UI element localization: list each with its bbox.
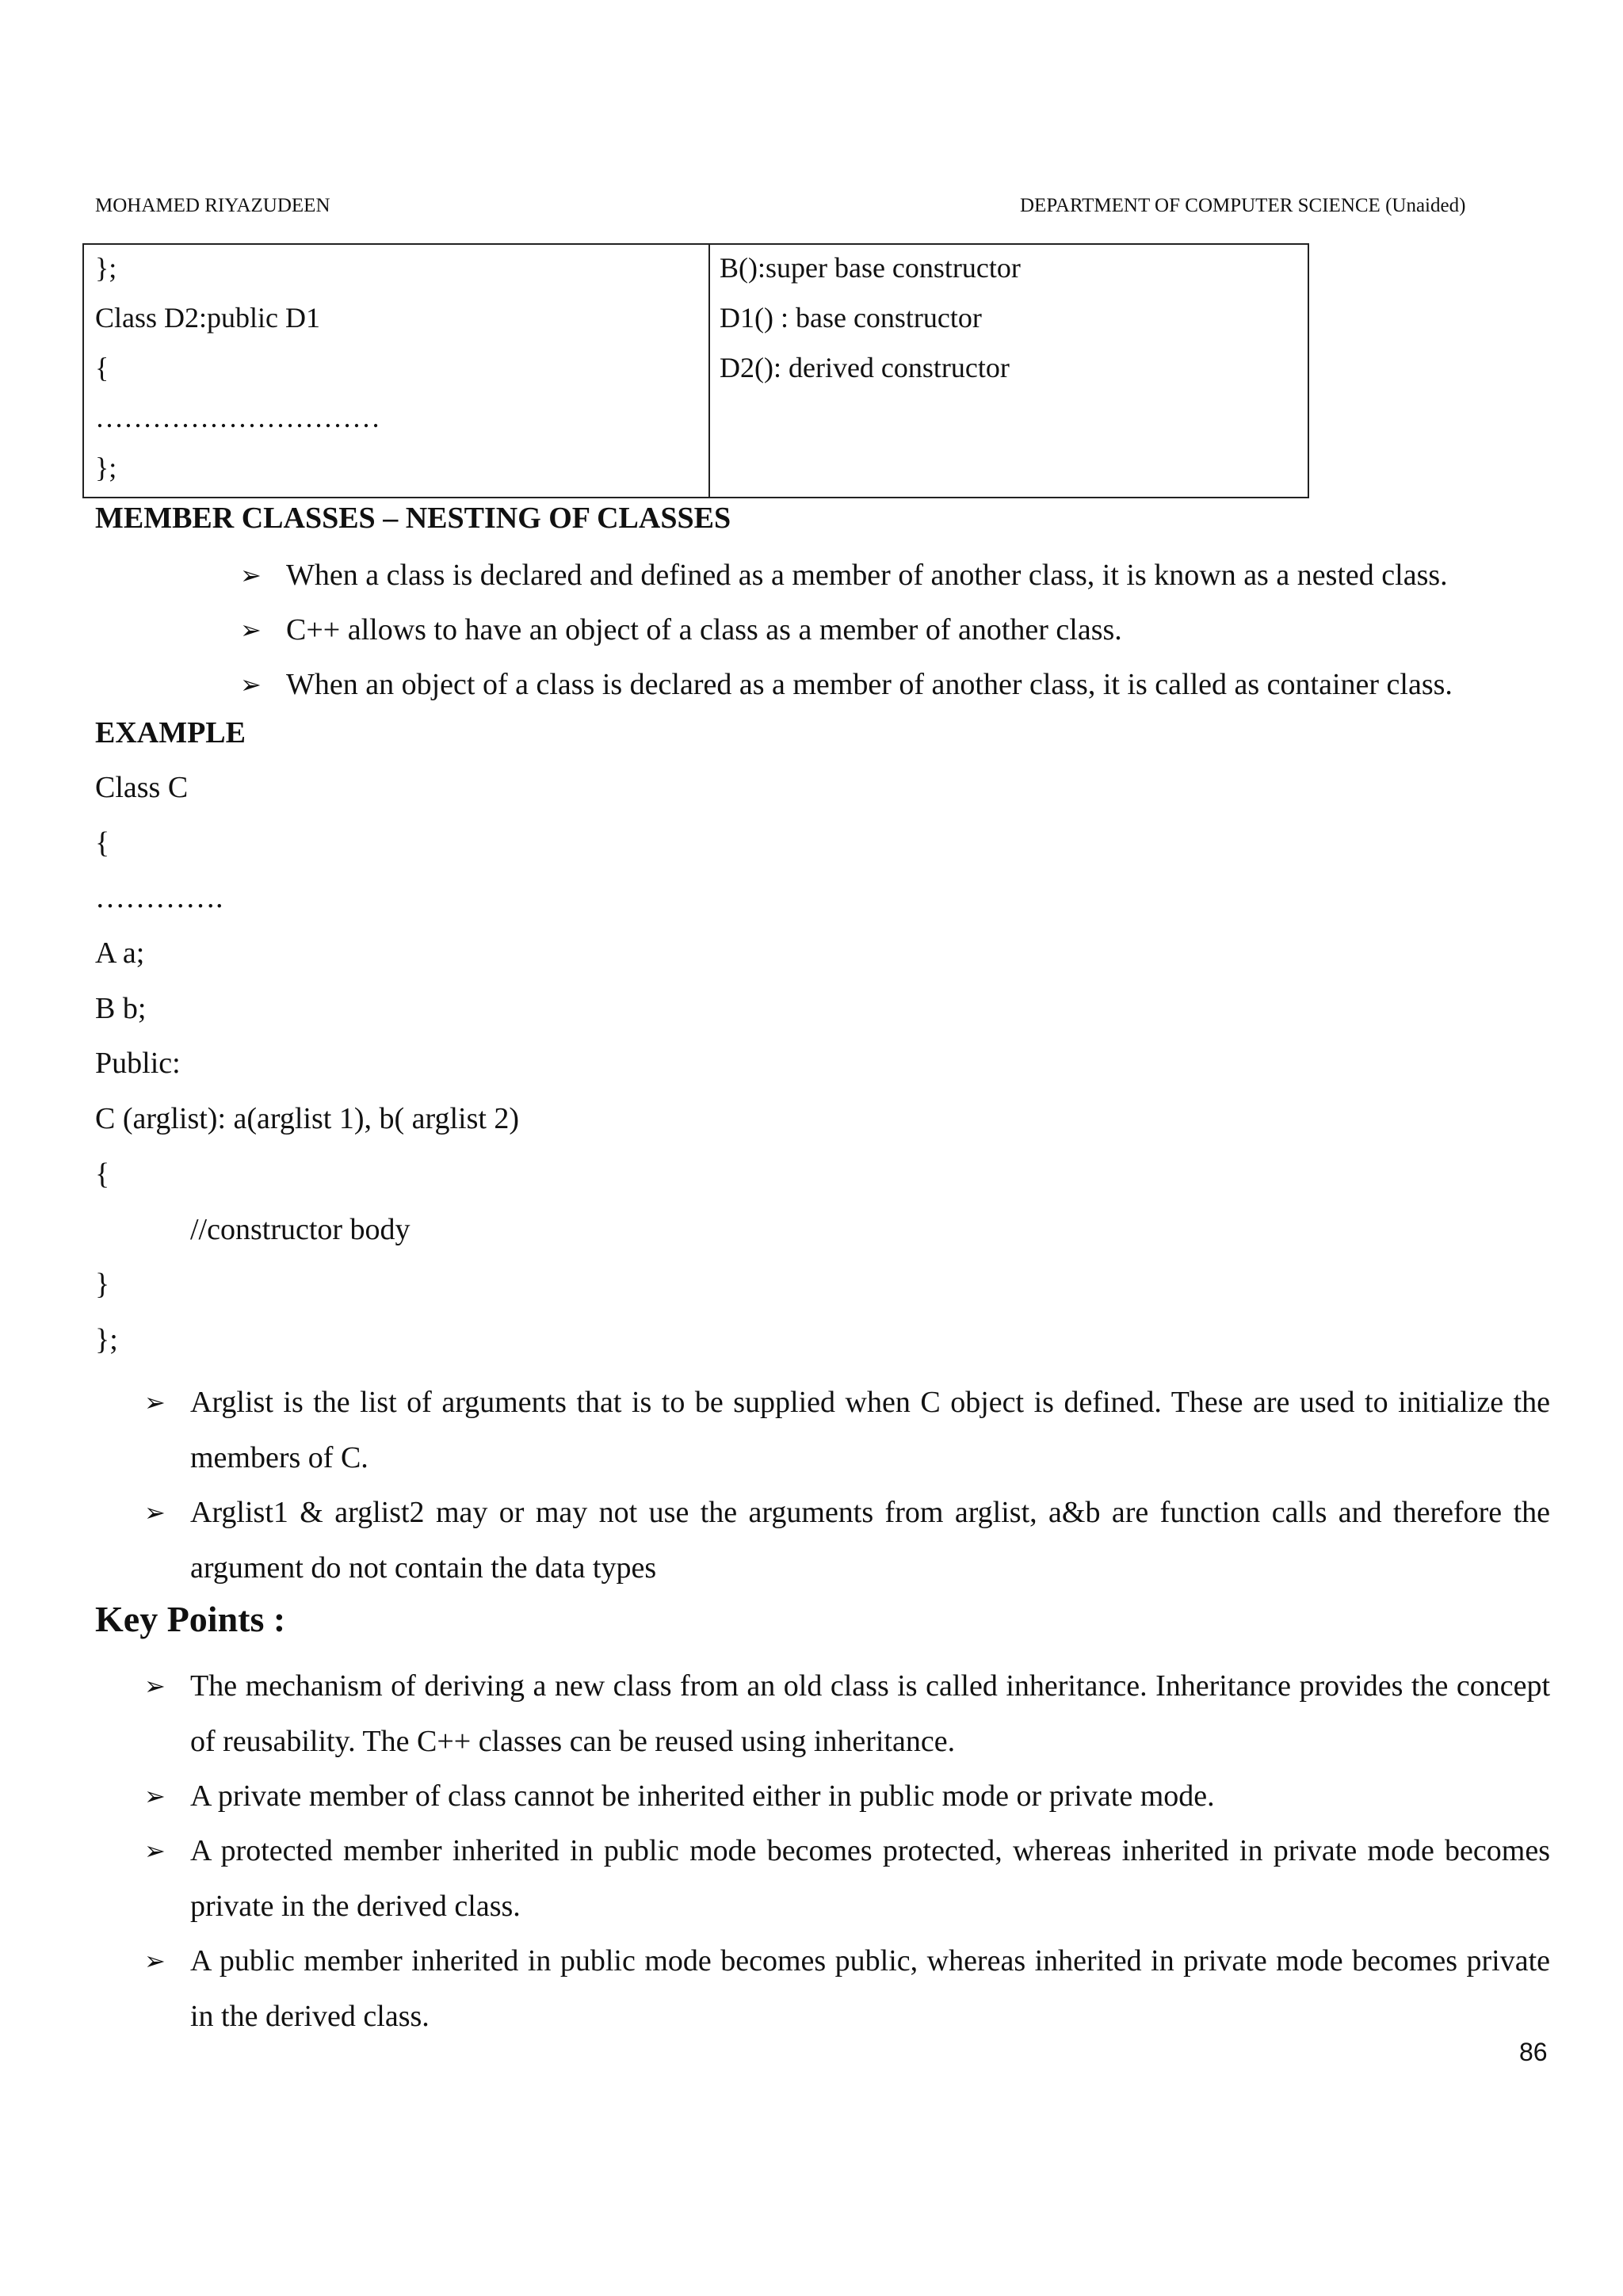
header-department: DEPARTMENT OF COMPUTER SCIENCE (Unaided) <box>1020 195 1466 216</box>
list-item-text: A public member inherited in public mode becomes public, whereas inherited in private mode becomes private in the derived class. <box>190 1944 1550 2033</box>
example-heading: EXAMPLE <box>95 716 246 749</box>
code-line: Class C <box>95 771 189 804</box>
table-code-line: Class D2:public D1 <box>95 302 320 334</box>
table-note-line: B():super base constructor <box>720 252 1021 284</box>
code-line: { <box>95 1158 110 1191</box>
arrowhead-bullet-icon: ➢ <box>144 1836 166 1866</box>
constructor-table <box>82 243 1309 498</box>
code-line: C (arglist): a(arglist 1), b( arglist 2) <box>95 1102 520 1135</box>
code-line: A a; <box>95 936 145 970</box>
code-line: }; <box>95 1323 118 1356</box>
list-item-text: When a class is declared and defined as a member of another class, it is known as a nested class. <box>286 559 1448 592</box>
page-number: 86 <box>1519 2038 1548 2066</box>
arrowhead-bullet-icon: ➢ <box>144 1946 166 1976</box>
code-line: B b; <box>95 992 147 1025</box>
arrowhead-bullet-icon: ➢ <box>240 669 262 700</box>
table-notes-cell <box>709 244 1308 498</box>
list-item <box>144 1934 1550 2044</box>
list-item-text: A protected member inherited in public mode becomes protected, whereas inherited in private mode becomes private in the derived class. <box>190 1834 1550 1923</box>
code-line: …………. <box>95 881 223 914</box>
arrowhead-bullet-icon: ➢ <box>240 560 262 590</box>
arrowhead-bullet-icon: ➢ <box>144 1497 166 1527</box>
list-item-text: When an object of a class is declared as a member of another class, it is called as container class. <box>286 668 1453 701</box>
list-item <box>144 1486 1550 1596</box>
header-author: MOHAMED RIYAZUDEEN <box>95 195 330 216</box>
list-item-text: Arglist1 & arglist2 may or may not use the arguments from arglist, a&b are function calls and therefore the argument do not contain the data types <box>190 1496 1550 1585</box>
code-line: Public: <box>95 1047 181 1080</box>
table-code-line: }; <box>95 452 117 483</box>
table-note-line: D2(): derived constructor <box>720 352 1010 383</box>
list-item <box>240 658 1587 712</box>
list-item <box>144 1824 1550 1934</box>
table-code-line: }; <box>95 252 117 284</box>
table-note-line: D1() : base constructor <box>720 302 982 334</box>
list-item-text: Arglist is the list of arguments that is to be supplied when C object is defined. These are used to initialize the members of C. <box>190 1386 1550 1474</box>
list-item-text: C++ allows to have an object of a class as a member of another class. <box>286 613 1122 646</box>
arrowhead-bullet-icon: ➢ <box>144 1671 166 1701</box>
table-code-line: { <box>95 352 109 383</box>
list-item <box>240 603 1587 658</box>
code-line: { <box>95 826 110 860</box>
list-item <box>240 548 1587 603</box>
key-points-heading: Key Points : <box>95 1599 286 1639</box>
arrowhead-bullet-icon: ➢ <box>144 1781 166 1811</box>
arrowhead-bullet-icon: ➢ <box>144 1387 166 1417</box>
member-classes-heading: MEMBER CLASSES – NESTING OF CLASSES <box>95 502 731 535</box>
list-item <box>144 1769 1550 1825</box>
list-item <box>144 1375 1550 1486</box>
list-item <box>144 1659 1550 1769</box>
code-comment: //constructor body <box>190 1213 411 1246</box>
code-line: } <box>95 1268 110 1301</box>
arrowhead-bullet-icon: ➢ <box>240 615 262 645</box>
table-code-line: ………………………… <box>95 402 380 433</box>
table-code-cell <box>83 244 709 498</box>
list-item-text: A private member of class cannot be inherited either in public mode or private mode. <box>190 1779 1215 1813</box>
list-item-text: The mechanism of deriving a new class from an old class is called inheritance. Inheritance provides the concept of reusability. The C++ classes can be reused using inheritance. <box>190 1669 1550 1758</box>
